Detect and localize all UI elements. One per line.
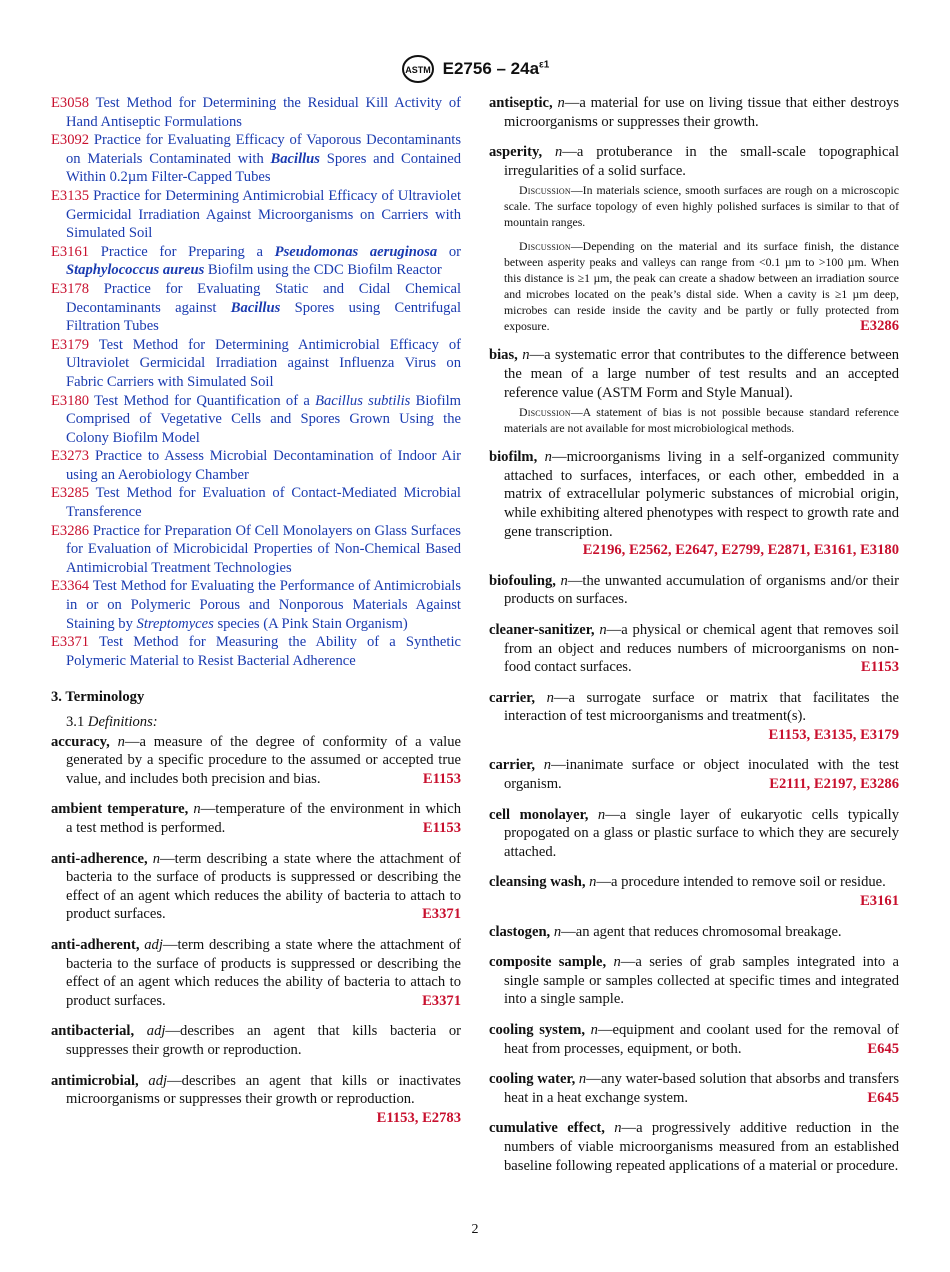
source-standards-links[interactable]: E1153, E2783 bbox=[376, 1109, 461, 1126]
definition-body: —any water-based solution that absorbs and transfers heat in a heat exchange system. bbox=[504, 1071, 899, 1106]
definition-text bbox=[489, 923, 899, 942]
definition-text bbox=[489, 1119, 899, 1175]
reference-item bbox=[51, 484, 461, 521]
reference-code-link[interactable]: E3286 bbox=[51, 522, 90, 539]
term-name: composite sample, bbox=[489, 954, 607, 971]
reference-title-part: Test Method for Quantification of a bbox=[89, 392, 316, 409]
term-name: antimicrobial, bbox=[51, 1072, 139, 1089]
source-standard-link[interactable]: E3161 bbox=[860, 893, 899, 910]
reference-item bbox=[51, 336, 461, 392]
reference-title-part: Test Method for Evaluation of Contact-Mediated Microbial Transference bbox=[66, 485, 461, 521]
reference-item bbox=[51, 131, 461, 187]
reference-title-part: Staphylococcus aureus bbox=[66, 262, 205, 279]
definition-body: —term describing a state where the attachment of bacteria to the surface of products is suppressed or describing the effect of an agent which reduces the ability of bacteria to attach to product surfaces. bbox=[66, 850, 461, 923]
term-name: biofouling, bbox=[489, 572, 556, 589]
term-name: antiseptic, bbox=[489, 95, 553, 111]
definition-entry bbox=[51, 1022, 461, 1059]
part-of-speech: n bbox=[557, 95, 565, 111]
part-of-speech: adj bbox=[146, 1023, 166, 1040]
definition-body: —describes an agent that kills or inactivates microorganisms or suppresses their growth or reproduction. bbox=[66, 1072, 461, 1108]
definition-entry bbox=[51, 1072, 461, 1128]
definition-entry bbox=[489, 689, 899, 745]
definition-text bbox=[51, 936, 461, 1010]
part-of-speech: n bbox=[152, 850, 161, 867]
definition-entry bbox=[489, 806, 899, 862]
reference-code-link[interactable]: E3092 bbox=[51, 132, 90, 149]
source-standard-link[interactable]: E1153 bbox=[422, 770, 461, 787]
source-standard-link[interactable]: E3371 bbox=[422, 906, 461, 923]
reference-title-part: Pseudomonas aeruginosa bbox=[274, 243, 438, 260]
term-name: asperity, bbox=[489, 144, 543, 161]
discussion-text: —In materials science, smooth surfaces are rough on a microscopic scale. The surface topology of even highly polished surfaces is similar to that of mountain ranges. bbox=[504, 183, 899, 230]
definition-text bbox=[489, 1021, 899, 1058]
term-name: cell monolayer, bbox=[489, 806, 589, 823]
part-of-speech: n bbox=[590, 1022, 598, 1038]
term-name: cooling water, bbox=[489, 1071, 576, 1088]
reference-code-link[interactable]: E3178 bbox=[51, 280, 90, 297]
reference-title-link[interactable] bbox=[66, 188, 461, 241]
discussion-note bbox=[504, 182, 899, 230]
definition-text bbox=[489, 873, 899, 910]
part-of-speech: n bbox=[117, 733, 125, 750]
page-header bbox=[0, 54, 950, 84]
term-name: accuracy, bbox=[51, 733, 110, 750]
reference-title-part: Practice for Evaluating Static and Cidal Chemical Decontaminants against bbox=[66, 280, 461, 316]
reference-title-part: species (A Pink Stain Organism) bbox=[213, 615, 408, 632]
part-of-speech: n bbox=[560, 572, 568, 589]
definition-body: —a procedure intended to remove soil or residue. bbox=[596, 874, 886, 891]
term-name: bias, bbox=[489, 347, 518, 364]
definition-entry bbox=[51, 733, 461, 789]
source-standard-link[interactable]: E645 bbox=[867, 1089, 899, 1106]
reference-item bbox=[51, 187, 461, 243]
definition-text bbox=[489, 572, 899, 609]
term-name: cleansing wash, bbox=[489, 874, 586, 891]
definition-body: —a single layer of eukaryotic cells typically propogated on a glass or plastic surface to which they are securely attached. bbox=[504, 806, 899, 860]
term-name: carrier, bbox=[489, 757, 536, 774]
definition-text bbox=[489, 143, 899, 180]
reference-title-part: Bacillus bbox=[270, 150, 320, 167]
discussion-label: Discussion bbox=[519, 183, 571, 198]
reference-code-link[interactable]: E3179 bbox=[51, 336, 90, 353]
source-standard-link[interactable]: E1153 bbox=[860, 659, 899, 676]
discussion-label: Discussion bbox=[519, 239, 571, 254]
reference-title-part: Practice for Preparation Of Cell Monolayers on Glass Surfaces for Evaluation of Microbicidal Properties of Non-Chemical Based Antimicrobial Treatment Technologies bbox=[66, 522, 461, 576]
reference-title-link[interactable] bbox=[66, 132, 461, 185]
left-column bbox=[51, 94, 461, 1139]
definition-body: —temperature of the environment in which a test method is performed. bbox=[66, 801, 461, 836]
term-name: cooling system, bbox=[489, 1022, 586, 1038]
reference-title-part: Test Method for Determining the Residual Kill Activity of Hand Antiseptic Formulations bbox=[66, 95, 461, 130]
source-standards-links[interactable]: E2196, E2562, E2647, E2799, E2871, E3161, E3180 bbox=[582, 542, 899, 559]
reference-title-part: or bbox=[437, 243, 461, 260]
reference-title-part: Biofilm Comprised of Vegetative Cells and Spores Grown Using the Colony Biofilm Model bbox=[66, 392, 461, 446]
reference-code-link[interactable]: E3058 bbox=[51, 95, 90, 111]
reference-title-part: Streptomyces bbox=[136, 615, 214, 632]
discussion-note bbox=[504, 404, 899, 436]
reference-title-link[interactable] bbox=[66, 634, 461, 669]
reference-item bbox=[51, 577, 461, 633]
source-standard-link[interactable]: E3286 bbox=[860, 318, 899, 335]
definition-text bbox=[489, 621, 899, 677]
definition-body: —equipment and coolant used for the removal of heat from processes, equipment, or both. bbox=[504, 1022, 899, 1057]
reference-item bbox=[51, 392, 461, 448]
reference-title-part: Spores using Centrifugal Filtration Tubes bbox=[66, 299, 462, 335]
definition-text bbox=[51, 850, 461, 924]
discussion-text: —Depending on the material and its surface finish, the distance between asperity peaks and valleys can range from <0.1 µm to >100 µm. When this distance is ≥1 µm, the peak can create a shadow between an irradiation source and microbes located on the peak’s distal side. When a cavity is ≥1 µm deep, microbes can reside inside the cavity and be partly or fully protected from exposure. bbox=[504, 239, 899, 334]
definition-entry bbox=[489, 1070, 899, 1107]
part-of-speech: n bbox=[614, 1120, 622, 1137]
source-standard-link[interactable]: E3371 bbox=[422, 992, 461, 1009]
reference-code-link[interactable]: E3273 bbox=[51, 448, 90, 465]
source-standard-link[interactable]: E1153 bbox=[422, 819, 461, 836]
term-name: ambient temperature, bbox=[51, 801, 189, 818]
part-of-speech: n bbox=[544, 449, 552, 466]
reference-title-part: Test Method for Measuring the Ability of a Synthetic Polymeric Material to Resist Bacterial Adherence bbox=[66, 634, 461, 669]
definition-text bbox=[489, 689, 899, 745]
referenced-documents-list bbox=[51, 94, 461, 670]
right-column bbox=[489, 94, 899, 1187]
part-of-speech: n bbox=[555, 144, 563, 161]
reference-title-link[interactable] bbox=[66, 393, 461, 446]
reference-title-link[interactable] bbox=[66, 485, 461, 520]
definition-text bbox=[489, 94, 899, 131]
term-name: cumulative effect, bbox=[489, 1120, 605, 1137]
definition-entry bbox=[51, 850, 461, 924]
reference-code-link[interactable]: E3285 bbox=[51, 485, 90, 502]
part-of-speech: adj bbox=[144, 936, 163, 953]
term-name: anti-adherent, bbox=[51, 936, 140, 953]
term-name: biofilm, bbox=[489, 449, 538, 466]
reference-title-part: Bacillus subtilis bbox=[315, 392, 411, 409]
reference-title-part: Bacillus bbox=[230, 299, 281, 316]
definition-text bbox=[51, 1022, 461, 1059]
reference-title-link[interactable] bbox=[66, 95, 461, 130]
section-heading: 3. Terminology bbox=[51, 689, 145, 706]
reference-item bbox=[51, 522, 461, 578]
definition-body: —a surrogate surface or matrix that facilitates the interaction of test microorganisms and treatment(s). bbox=[504, 689, 899, 725]
reference-title-link[interactable] bbox=[66, 523, 461, 576]
reference-title-part: Practice for Determining Antimicrobial Efficacy of Ultraviolet Germicidal Irradiation Against Microorganisms on Carriers with Simulated Soil bbox=[66, 187, 461, 242]
reference-title-part: Practice for Preparing a bbox=[89, 243, 275, 260]
definition-text bbox=[489, 1070, 899, 1107]
reference-code-link[interactable]: E3135 bbox=[51, 187, 90, 204]
reference-code-link[interactable]: E3161 bbox=[51, 243, 90, 260]
definition-body: —a protuberance in the small-scale topographical irregularities of a solid surface. bbox=[504, 144, 899, 179]
definition-entry bbox=[489, 143, 899, 346]
source-standard-link[interactable]: E645 bbox=[867, 1040, 899, 1057]
definition-entry bbox=[51, 936, 461, 1010]
definition-body: —microorganisms living in a self-organized community attached to surfaces, interfaces, or each other, embedded in a matrix of extracellular polymeric substances of microbial origin, while exhibiting altered phenotypes with respect to growth rate and gene transcription. bbox=[504, 449, 899, 540]
definition-entry bbox=[489, 873, 899, 910]
reference-item bbox=[51, 447, 461, 484]
astm-logo-icon bbox=[401, 54, 435, 84]
left-definitions bbox=[51, 733, 461, 1128]
term-name: cleaner-sanitizer, bbox=[489, 621, 595, 638]
reference-title-part: Test Method for Determining Antimicrobial Efficacy of Ultraviolet Germicidal Irradiation against Influenza Virus on Fabric Carriers with Simulated Soil bbox=[66, 336, 461, 390]
definition-entry bbox=[489, 756, 899, 793]
reference-item bbox=[51, 94, 461, 131]
definition-body: —a systematic error that contributes to the difference between the mean of a large number of test results and an accepted reference value (ASTM Form and Style Manual). bbox=[504, 347, 899, 401]
definition-text bbox=[489, 756, 899, 793]
svg-text:ASTM: ASTM bbox=[404, 65, 431, 75]
definition-text bbox=[489, 953, 899, 1009]
discussion-label: Discussion bbox=[519, 405, 571, 420]
definition-text bbox=[489, 806, 899, 862]
definition-text bbox=[489, 346, 899, 402]
definition-body: —a series of grab samples integrated into a single sample or samples collected at specific times and integrated into a single sample. bbox=[504, 954, 899, 1008]
reference-title-link[interactable] bbox=[66, 578, 461, 631]
part-of-speech: n bbox=[613, 954, 621, 971]
reference-title-part: Practice to Assess Microbial Decontamination of Indoor Air using an Aerobiology Chamber bbox=[66, 448, 461, 483]
definition-entry bbox=[489, 1119, 899, 1175]
reference-item bbox=[51, 280, 461, 336]
reference-item bbox=[51, 633, 461, 670]
part-of-speech: n bbox=[599, 621, 607, 638]
definition-text bbox=[51, 733, 461, 789]
reference-title-link[interactable] bbox=[66, 337, 461, 390]
reference-item bbox=[51, 243, 461, 280]
definition-body: —term describing a state where the attachment of bacteria to the surface of products is suppressed or describing the effect of an agent which reduces the ability of bacteria to attach to product surfaces. bbox=[66, 936, 461, 1009]
page-number: 2 bbox=[471, 1222, 479, 1237]
definition-body: —inanimate surface or object inoculated with the test organism. bbox=[504, 757, 899, 793]
subsection-heading: 3.1 Definitions: bbox=[66, 714, 158, 730]
document-designation: $E2756 - 24a^{\varepsilon 1}$ bbox=[442, 59, 550, 78]
reference-code-link[interactable]: E3364 bbox=[51, 578, 90, 595]
part-of-speech: n bbox=[553, 923, 562, 940]
definition-entry bbox=[489, 1021, 899, 1058]
reference-code-link[interactable]: E3180 bbox=[51, 392, 90, 409]
right-definitions bbox=[489, 94, 899, 1175]
definition-body: —the unwanted accumulation of organisms and/or their products on surfaces. bbox=[504, 572, 899, 608]
definition-body: —a measure of the degree of conformity of a value generated by a specific procedure to the assumed or accepted true value, and includes both precision and bias. bbox=[66, 733, 461, 787]
part-of-speech: n bbox=[578, 1071, 587, 1088]
reference-title-link[interactable] bbox=[66, 244, 461, 279]
source-standards-links[interactable]: E1153, E3135, E3179 bbox=[768, 726, 899, 743]
definition-entry bbox=[489, 923, 899, 942]
definition-entry bbox=[489, 621, 899, 677]
reference-title-part: Biofilm using the CDC Biofilm Reactor bbox=[204, 262, 442, 279]
part-of-speech: n bbox=[522, 347, 530, 364]
part-of-speech: adj bbox=[148, 1072, 168, 1089]
part-of-speech: n bbox=[193, 801, 201, 818]
part-of-speech: n bbox=[597, 806, 606, 823]
part-of-speech: n bbox=[589, 874, 597, 891]
term-name: anti-adherence, bbox=[51, 850, 148, 867]
reference-title-part: Test Method for Evaluating the Performance of Antimicrobials in or on Polymeric Porous and Nonporous Materials Against Staining by bbox=[66, 578, 461, 632]
definition-body: —a material for use on living tissue that either destroys microorganisms or suppresses their growth. bbox=[504, 95, 899, 130]
reference-code-link[interactable]: E3371 bbox=[51, 634, 90, 651]
definition-body: —describes an agent that kills bacteria or suppresses their growth or reproduction. bbox=[66, 1023, 461, 1058]
term-name: carrier, bbox=[489, 689, 536, 706]
reference-title-part: Spores and Contained Within 0.2µm Filter-Capped Tubes bbox=[66, 150, 461, 186]
definition-entry bbox=[489, 572, 899, 609]
part-of-speech: n bbox=[543, 757, 552, 774]
reference-title-link[interactable] bbox=[66, 448, 461, 483]
definition-entry bbox=[489, 94, 899, 131]
definition-body: —a progressively additive reduction in the numbers of viable microorganisms measured from an established baseline following repeated applications of a material or procedure. bbox=[504, 1120, 899, 1174]
definition-entry bbox=[489, 953, 899, 1009]
part-of-speech: n bbox=[546, 689, 554, 706]
definition-body: —an agent that reduces chromosomal breakage. bbox=[561, 923, 842, 940]
reference-title-link[interactable] bbox=[66, 281, 461, 334]
definition-text bbox=[489, 448, 899, 560]
term-name: antibacterial, bbox=[51, 1023, 135, 1040]
definition-entry bbox=[51, 800, 461, 837]
definition-entry bbox=[489, 448, 899, 560]
term-name: clastogen, bbox=[489, 923, 551, 940]
discussion-text: —A statement of bias is not possible because standard reference materials are not available for most microbiological methods. bbox=[504, 405, 899, 436]
definition-entry bbox=[489, 346, 899, 448]
source-standard-link[interactable]: E2111, E2197, E3286 bbox=[769, 776, 899, 793]
definition-text bbox=[51, 1072, 461, 1128]
reference-title-part: Practice for Evaluating Efficacy of Vaporous Decontaminants on Materials Contaminated with bbox=[66, 132, 461, 167]
definition-text bbox=[51, 800, 461, 837]
discussion-note bbox=[504, 238, 899, 334]
definition-body: —a physical or chemical agent that removes soil from an object and reduces numbers of microorganisms on non-food contact surfaces. bbox=[504, 621, 899, 676]
